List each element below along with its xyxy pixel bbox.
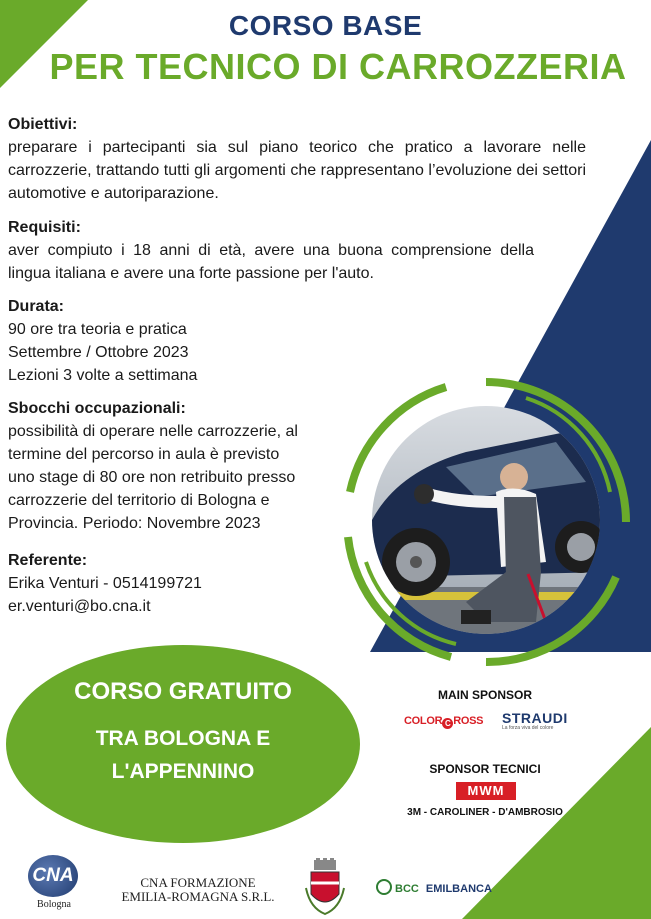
text-line: Lezioni 3 volte a settimana bbox=[8, 367, 198, 384]
text-line: uno stage di 80 ore non retribuito presso bbox=[8, 469, 296, 486]
mwm-logo: MWM bbox=[456, 782, 516, 800]
section-title: Durata: bbox=[8, 298, 65, 315]
text-line: carrozzerie del territorio di Bologna e bbox=[8, 492, 270, 509]
text-line: 90 ore tra teoria e pratica bbox=[8, 321, 187, 338]
title-line-2: PER TECNICO DI CARROZZERIA bbox=[49, 46, 627, 87]
text-line: Provincia. Periodo: Novembre 2023 bbox=[8, 515, 261, 532]
phone-line: Erika Venturi - 0514199721 bbox=[8, 575, 202, 592]
formazione-line: CNA FORMAZIONE bbox=[140, 875, 256, 890]
text-line: possibilità di operare nelle carrozzerie, al bbox=[8, 423, 298, 440]
section-sbocchi bbox=[8, 398, 348, 535]
promo-line: L'APPENNINO bbox=[111, 760, 255, 783]
section-obiettivi bbox=[8, 114, 586, 205]
municipal-coat-of-arms-icon bbox=[304, 858, 346, 916]
main-sponsor-heading: MAIN SPONSOR bbox=[437, 688, 532, 702]
section-text: preparare i partecipanti sia sul piano teorico che pratico a lavorare nelle carrozzerie, trattando tutti gli argomenti che rappresentano l’evoluzione dei settori automotive e autoriparazione. bbox=[8, 139, 586, 202]
section-durata bbox=[8, 296, 308, 387]
section-title: Requisiti: bbox=[8, 219, 81, 236]
colorcross-text-b: ROSS bbox=[453, 715, 484, 727]
bcc-text: BCC bbox=[395, 883, 419, 895]
section-referente bbox=[8, 550, 308, 618]
title-line-1: CORSO BASE bbox=[228, 10, 423, 41]
bcc-emilbanca-logo bbox=[376, 879, 492, 895]
photo-badge bbox=[336, 372, 636, 672]
promo-area bbox=[6, 722, 360, 788]
cna-city: Bologna bbox=[37, 899, 71, 910]
section-title: Referente: bbox=[8, 552, 88, 569]
straudi-logo bbox=[502, 710, 568, 731]
email-link[interactable]: er.venturi@bo.cna.it bbox=[8, 598, 151, 615]
colorcross-logo bbox=[404, 715, 483, 729]
cna-formazione-logo bbox=[108, 876, 288, 904]
section-title: Obiettivi: bbox=[8, 116, 78, 133]
text-line: Settembre / Ottobre 2023 bbox=[8, 344, 189, 361]
colorcross-text-a: COLOR bbox=[404, 715, 443, 727]
straudi-tagline: La forza viva del colore bbox=[502, 725, 554, 731]
tech-sponsor-list: 3M - CAROLINER - D'AMBROSIO bbox=[407, 807, 563, 818]
bcc-mark-icon bbox=[376, 879, 392, 895]
straudi-text: STRAUDI bbox=[502, 710, 568, 726]
cna-bologna-logo bbox=[28, 855, 80, 910]
colorcross-mark-icon: C bbox=[442, 718, 453, 729]
formazione-line: EMILIA-ROMAGNA S.R.L. bbox=[121, 889, 275, 904]
section-title: Sbocchi occupazionali: bbox=[8, 400, 186, 417]
section-requisiti bbox=[8, 217, 534, 285]
emilbanca-text: EMILBANCA bbox=[425, 883, 492, 895]
cna-globe-icon: CNA bbox=[28, 855, 78, 897]
tech-sponsor-heading: SPONSOR TECNICI bbox=[429, 762, 541, 776]
promo-free-course: CORSO GRATUITO bbox=[74, 678, 292, 705]
section-text: aver compiuto i 18 anni di età, avere una buona comprensione della lingua italiana e avere una forte passione per l'auto. bbox=[8, 242, 534, 282]
promo-line: TRA BOLOGNA E bbox=[95, 727, 271, 750]
text-line: termine del percorso in aula è previsto bbox=[8, 446, 280, 463]
